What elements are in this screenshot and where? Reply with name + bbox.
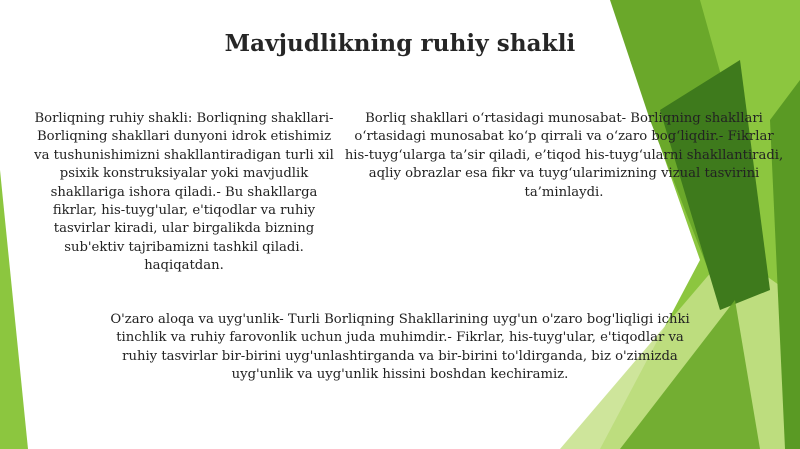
text-block-left: Borliqning ruhiy shakli: Borliqning shakllari- Borliqning shakllari dunyoni idrok etishimiz va tushunishimizni shakllantiradigan turli xil psixik konstruksiyalar yoki mavjudlik shakllariga ishora qiladi.- Bu shakllarga fikrlar, his-tuyg'ular, e'tiqodlar va ruhiy tasvirlar kiradi, ular birgalikda bizning sub'ektiv tajribamizni tashkil qiladi. haqiqatdan. bbox=[34, 111, 334, 274]
text-block-bottom: O'zaro aloqa va uyg'unlik- Turli Borliqning Shakllarining uyg'un o'zaro bog'liqligi ichki tinchlik va ruhiy farovonlik uchun juda muhimdir.- Fikrlar, his-tuyg'ular, e'tiqodlar va ruhiy tasvirlar bir-birini uyg'unlashtirganda va bir-birini to'ldirganda, biz o'zimizda uyg'unlik va uyg'unlik hissini boshdan kechiramiz. bbox=[110, 312, 690, 383]
left-edge-shape bbox=[0, 170, 28, 449]
slide-title: Mavjudlikning ruhiy shakli bbox=[224, 30, 576, 57]
text-block-right: Borliq shakllari o‘rtasidagi munosabat- Borliqning shakllari o‘rtasidagi munosabat ko‘p qirrali va o‘zaro bog‘liqdir.- Fikrlar his-tuyg‘ularga ta’sir qiladi, e’tiqod his-tuyg‘ularni shakllantiradi, aqliy obrazlar esa fikr va tuyg‘ularimizning vizual tasvirini ta’minlaydi. bbox=[344, 111, 784, 200]
